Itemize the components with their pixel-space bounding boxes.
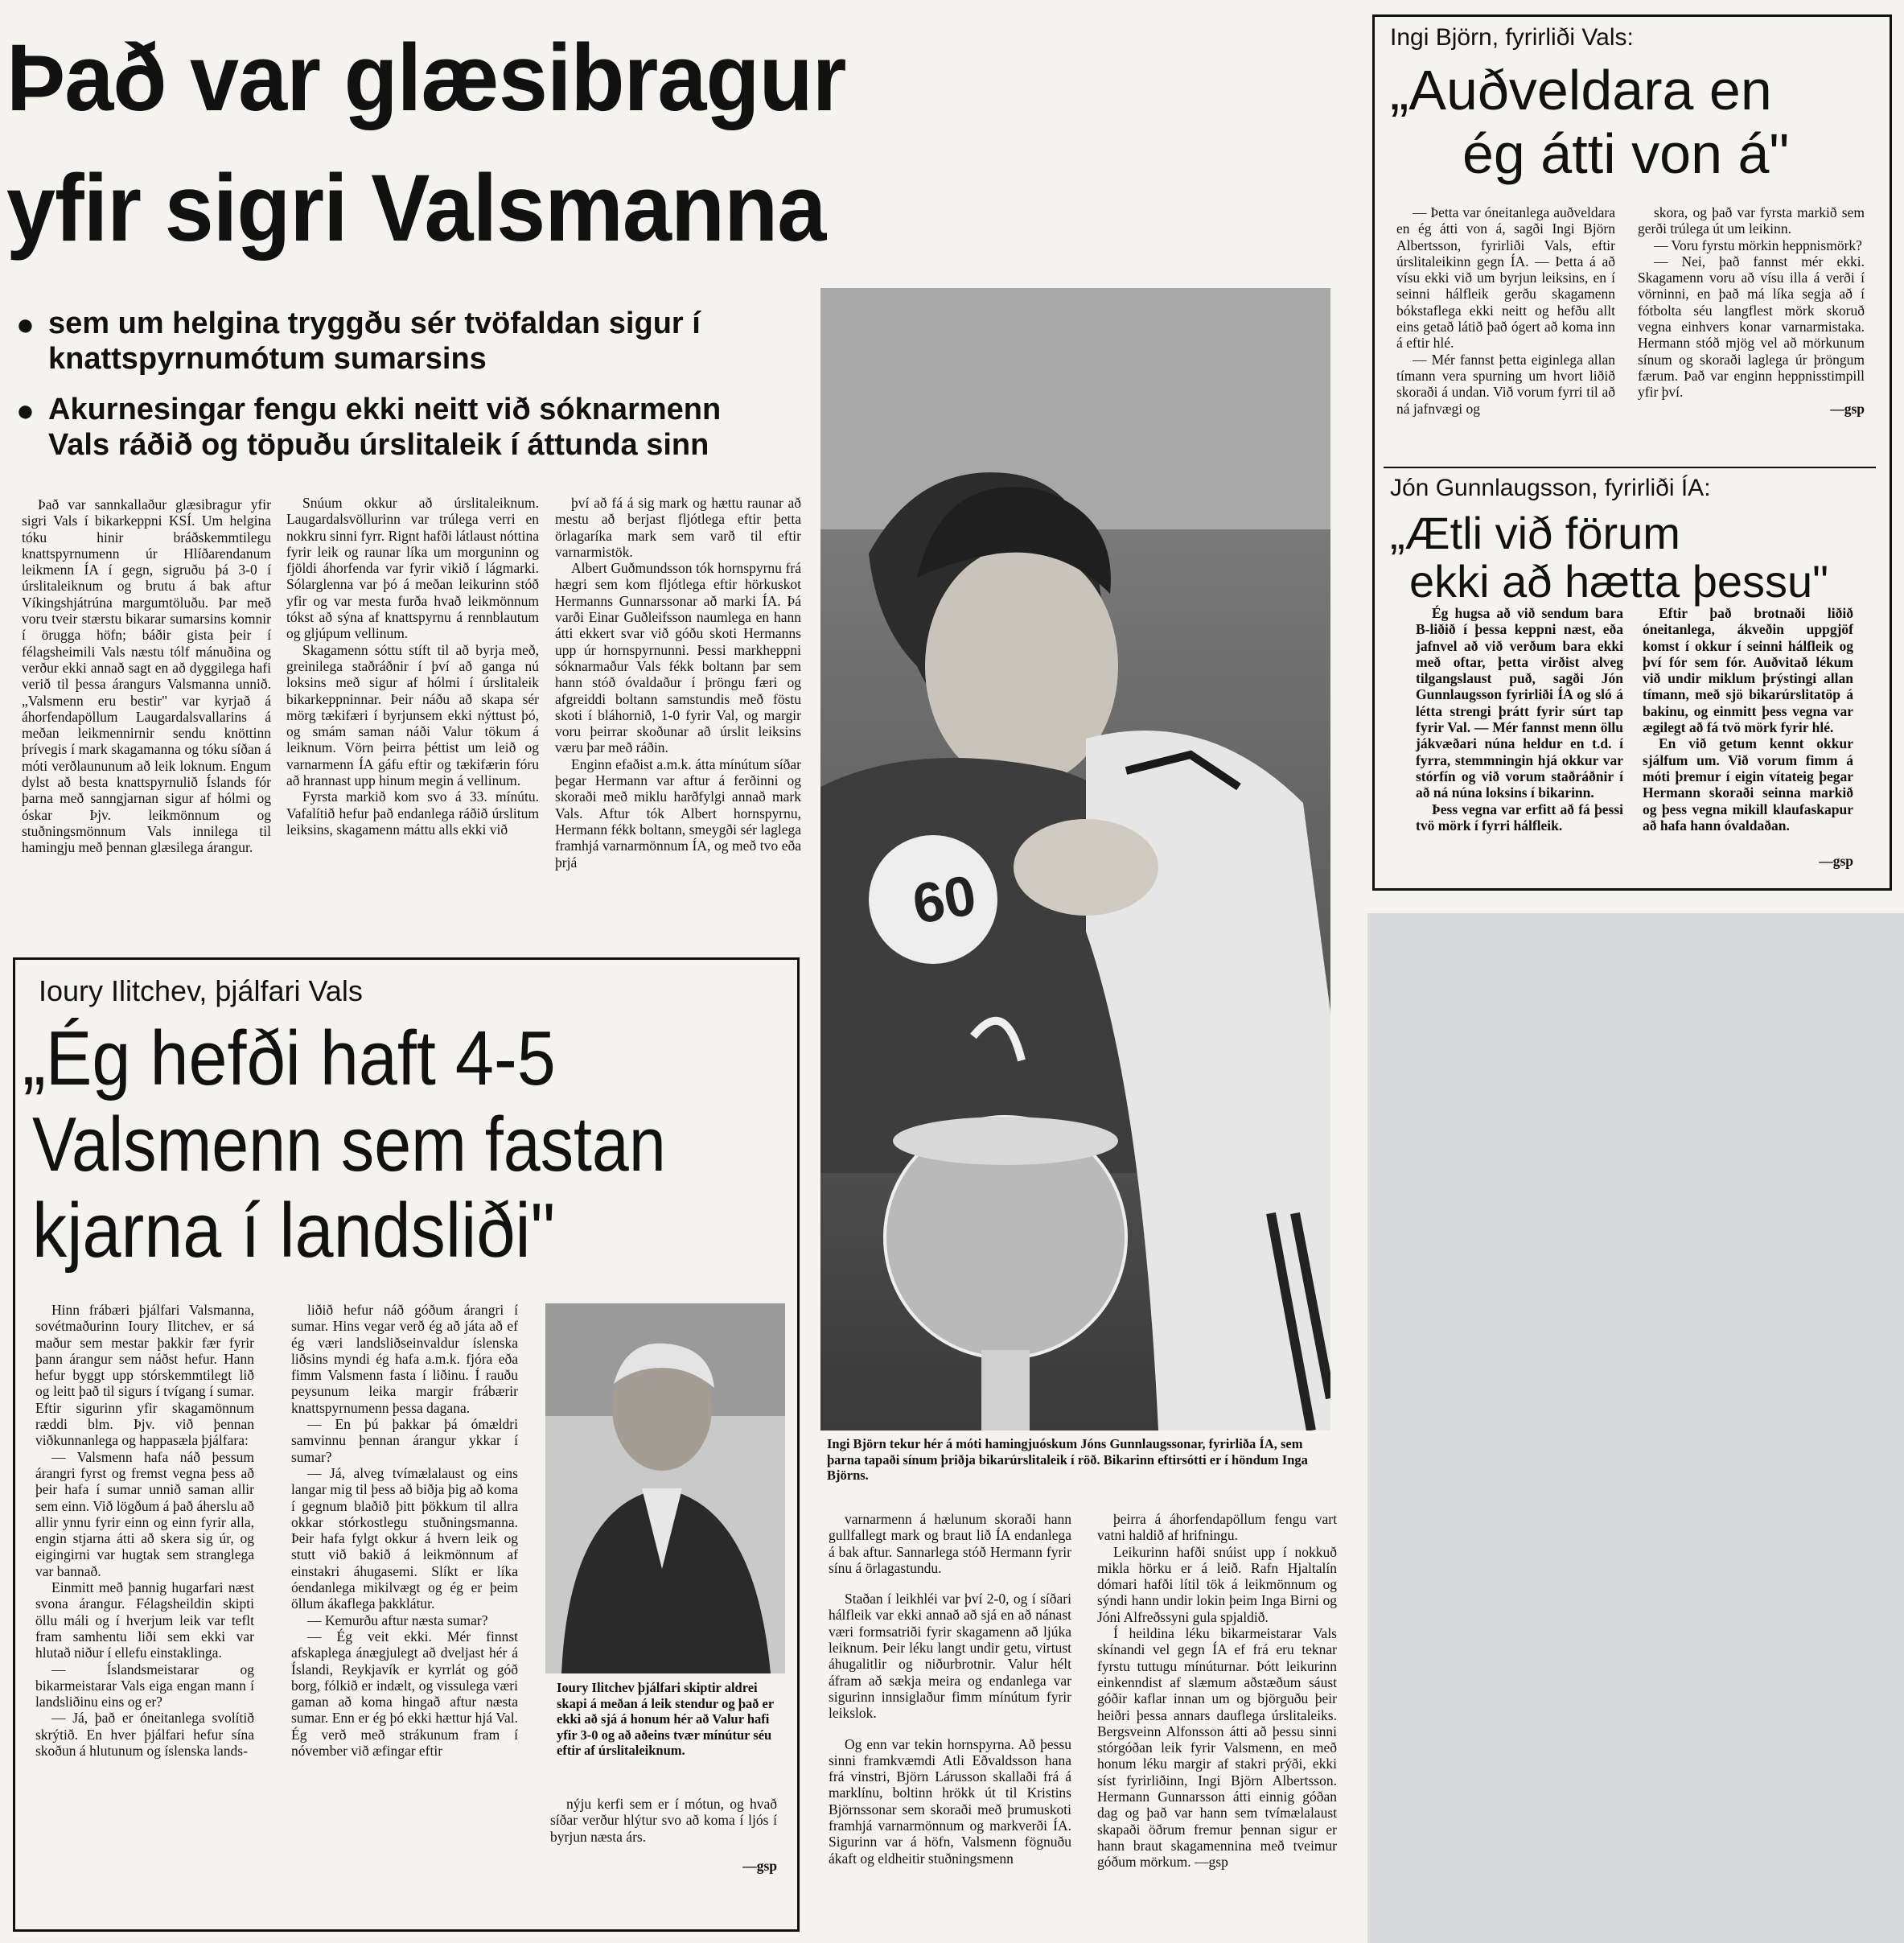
paragraph: Hinn frábæri þjálfari Valsmanna, sovétmaðurinn Ioury Ilitchev, er sá maður sem mestar þakkir fær fyrir þann árangur sem náðst hefur. Hann hefur byggt upp stórskemmtilegt lið og leitt það til sigurs í tvígang í sumar. Eftir sigurinn yfir skagamönnum ræddi blm. Þjv. við þennan viðkunnanlega og happasæla þjálfara:	[35, 1302, 254, 1449]
paragraph: Og enn var tekin hornspyrna. Að þessu sinni framkvæmdi Atli Eðvaldsson hana frá vinstri, Björn Lárusson skallaði frá á marklínu, boltinn hrökk út til Kristins Björnssonar sem skoraði með þrumuskoti framhjá varnarmönnum og markverði ÍA. Sigurinn var á höfn, Valsmenn fögnuðu ákaft og eldheitir stuðningsmenn	[829, 1735, 1071, 1867]
paragraph: Eftir það brotnaði liðið óneitanlega, ákveðin uppgjöf komst í okkur í seinni hálfleik og því fór sem fór. Auðvitað lékum við undir miklum þrýstingi allan tímann, með sjö bikarúrslitatöp á bakinu, og einmitt þess vegna var ægilegt að fá tvö mörk fyrir hlé.	[1643, 605, 1853, 736]
paragraph: — Já, það er óneitanlega svolítið skrýtið. En hver þjálfari hefur sína skoðun á hlutunum og íslenska lands-	[35, 1710, 254, 1760]
bullet-2-line-2: Vals ráðið og töpuðu úrslitaleik í áttunda sinn	[48, 428, 709, 462]
box1-kicker: Ingi Björn, fyrirliði Vals:	[1390, 24, 1634, 51]
paragraph: Albert Guðmundsson tók hornspyrnu frá hægri sem kom fljótlega eftir hörkuskot Hermanns Gunnarssonar að marki ÍA. Þá varði Einar Guðleifsson naumlega en hann átti ekkert svar við góðu skoti Hermanns upp úr hornspyrnunni. Þessi markheppni sóknarmaður Vals fékk boltann þar sem hann stóð óvaldaður í þröngu færi og afgreiddi boltann samstundis með föstu skoti í bláhornið, 1-0 fyrir Val, og margir voru þeirrar skoðunar að úrslit leiksins væru þar með ráðin.	[555, 560, 801, 756]
box3-column-1	[35, 1302, 254, 1759]
lower-column-2	[1097, 1511, 1337, 1871]
box2-column-2	[1643, 605, 1853, 869]
signature: —gsp	[1830, 400, 1865, 417]
paragraph: Í heildina léku bikarmeistarar Vals skínandi vel gegn ÍA ef frá eru teknar fyrstu tuttugu mínúturnar. Þótt leikurinn einkenndist af slæmum aðstæðum sáust góðir kaflar innan um og björguðu þeir heiðri þessa annars dauflega úrslitaleiks. Bergsveinn Alfonsson átti að þessu sinni stórgóðan leik fyrir Valsmenn, en með honum léku margir af stakri prýði, ekki síst fyrirliðinn, Ingi Björn Albertsson. Hermann Gunnarsson átti einnig góðan dag og það var hann sem tvímælalaust skapaði öðrum fremur þennan sigur er hann braut skagamennina með tveimur góðum mörkum. —gsp	[1097, 1625, 1337, 1871]
box2-quote-line-2: ekki að hætta þessu"	[1409, 556, 1829, 607]
main-column-3	[555, 495, 801, 871]
paragraph: varnarmenn á hælunum skoraði hann gullfallegt mark og braut lið ÍA endanlega á bak aftur. Sannarlega stóð Hermann fyrir sínu á örlagastundu.	[829, 1511, 1071, 1576]
coach-photo	[545, 1303, 785, 1673]
main-column-1	[22, 496, 271, 856]
bullet-1	[16, 306, 820, 378]
paragraph: því að fá á sig mark og hættu raunar að mestu að berjast fljótlega eftir þetta örlagaríka mark sem varð til eftir varnarmistök.	[555, 495, 801, 560]
box3-quote-line-1: „Ég hefði haft 4-5	[23, 1015, 556, 1101]
paragraph: — Nei, það fannst mér ekki. Skagamenn voru að vísu illa á verði í vörninni, en það má líka segja að í fótbolta séu langflest mörk skoruð vegna einhvers konar varnarmistaka. Hermann stóð mjög vel að mörkunum sínum og skoraði laglega úr þröngum færum. Það var enginn heppnisstimpill yfir því.	[1638, 253, 1865, 401]
paragraph: Fyrsta markið kom svo á 33. mínútu. Vafalítið hefur það endanlega ráðið úrslitum leiksins, skagamenn máttu alls ekki við	[286, 788, 539, 838]
headline-line-2: yfir sigri Valsmanna	[6, 155, 826, 261]
paragraph: Það var sannkallaður glæsibragur yfir sigri Vals í bikarkeppni KSÍ. Um helgina tóku hinir bráðskemmtilegu knattspyrnumenn úr Hlíðarendanum leikmenn ÍA í gegn, sigruðu þá 3-0 í úrslitaleiknum og brutu á bak aftur Víkingshjátrúna margumtöluðu. Þar með voru tveir stærstu bikarar sumarsins komnir í örugga höfn; báðir gista þeir í félagsheimili Vals næstu tólf mánuðina og verður ekki annað sagt en að dyggilega hafi verið til þessa árangurs Valsmanna unnið. „Valsmenn eru bestir" var kyrjað á áhorfendapöllum Laugardalsvallarins á meðan leikmennirnir sendu knöttinn þrívegis í mark skagamanna og tóku síðan á móti verðlaununum að leik loknum. Engum dylst að besta knattspyrnulið Íslands fór þarna með sanngjarnan sigur af hólmi og óskar Þjv. leikmönnum og stuðningsmönnum Vals innilega til hamingju með þennan glæsilega árangur.	[22, 496, 271, 856]
box2-quote-line-1: „Ætli við förum	[1390, 508, 1680, 558]
paragraph: þeirra á áhorfendapöllum fengu vart vatni haldið af hrifningu.	[1097, 1511, 1337, 1544]
box2-kicker: Jón Gunnlaugsson, fyrirliði ÍA:	[1390, 475, 1711, 501]
bullet-dot-icon: ●	[16, 394, 35, 428]
paragraph: — Valsmenn hafa náð þessum árangri fyrst og fremst vegna þess að þeir hafa í sumar unnið saman allir sem einn. Við lögðum á það áherslu að allir ynnu fyrir einn og einn fyrir alla, engin stjarna átti að skera sig úr, og eigingirni var hugtak sem stranglega var bannað.	[35, 1448, 254, 1579]
main-column-2	[286, 495, 539, 838]
box3-column-3	[550, 1796, 777, 1874]
paragraph: Snúum okkur að úrslitaleiknum. Laugardalsvöllurinn var trúlega verri en nokkru sinni fyrr. Rignt hafði látlaust nóttina fyrir leik og raunar líka um morguninn og fjöldi áhorfenda var fyrir vikið í lágmarki. Sólarglenna var þó á meðan leikurinn stóð yfir og var mesta furða hvað leikmönnum tókst að sýna af knattspyrnu á rennblautum og gljúpum vellinum.	[286, 495, 539, 642]
box3-kicker: Ioury Ilitchev, þjálfari Vals	[39, 974, 363, 1007]
paragraph: — Mér fannst þetta eiginlega allan tímann vera spurning um hvort liðið skoraði á undan. Við vorum fyrri til að ná jafnvægi og	[1396, 351, 1615, 417]
paragraph: — Íslandsmeistarar og bikarmeistarar Vals eiga engan mann í landsliðinu eins og er?	[35, 1661, 254, 1710]
paragraph: nýju kerfi sem er í mótun, og hvað síðar verður hlýtur svo að koma í ljós í byrjun næsta árs.	[550, 1796, 777, 1845]
bullet-1-line-1: sem um helgina tryggðu sér tvöfaldan sigur í	[48, 307, 701, 340]
paragraph: Staðan í leikhléi var því 2-0, og í síðari hálfleik var ekki annað að sjá en að nánast væri formsatriði fyrir skagamenn að ljúka leiknum. Þeir léku langt undir getu, virtust áhugalitlir og niðurbrotnir. Valur hélt áfram að sækja meira og endanlega var sigurinn innsiglaður fimm mínútum fyrir leikslok.	[829, 1591, 1071, 1722]
paragraph: — En þú þakkar þá ómældri samvinnu þennan árangur ykkar í sumar?	[291, 1416, 518, 1465]
paragraph: — Voru fyrstu mörkin heppnismörk?	[1654, 237, 1862, 253]
paragraph: Ég hugsa að við sendum bara B-liðið í þessa keppni næst, eða jafnvel að við verðum bara ekki með oftar, þetta virðist alveg tilgangslaust puð, sagði Jón Gunnlaugsson fyrirliði ÍA og sló á létta strengi þrátt fyrir súrt tap fyrir Val. — Mér fannst menn öllu jákvæðari núna heldur en t.d. í fyrra, stemmningin hjá okkur var stórfín og við vorum staðráðnir í að ná núna loksins í bikarinn.	[1416, 605, 1623, 801]
paragraph: Enginn efaðist a.m.k. átta mínútum síðar þegar Hermann var aftur á ferðinni og skoraði með miklu harðfylgi annað mark Vals. Aftur tók Albert hornspyrnu, Hermann fékk boltann, smeygði sér laglega framhjá varnarmönnum ÍA, og með tvo eða þrjá	[555, 755, 801, 871]
bullet-dot-icon: ●	[16, 308, 35, 342]
paragraph: skora, og það var fyrsta markið sem gerði trúlega út um leikinn.	[1638, 204, 1865, 237]
bullet-1-line-2: knattspyrnumótum sumarsins	[48, 342, 487, 376]
paragraph: En við getum kennt okkur sjálfum um. Við vorum fimm á móti þremur í eigin vítateig þegar Hermann skoraði seinna markið og þess vegna mikill klaufaskapur að hafa hann óvaldaðan.	[1643, 735, 1853, 834]
paragraph: — Ég veit ekki. Mér finnst afskaplega ánægjulegt að dveljast hér á Íslandi, Reykjavík er kyrrlát og góð borg, fólkið er indælt, og vissulega væri gaman að koma hingað aftur næsta sumar. Enn er ég þó ekki hættur hjá Val. Ég verð með strákunum fram í nóvember við æfingar eftir	[291, 1628, 518, 1760]
bullet-2-line-1: Akurnesingar fengu ekki neitt við sóknarmenn	[48, 393, 722, 426]
paragraph: Skagamenn sóttu stíft til að byrja með, greinilega staðráðnir í því að ganga nú loksins með sigur af hólmi í úrslitaleik bikarkeppninnar. Þeir náðu að skapa sér mörg tækifæri í byrjunsem ekki nýttust þó, og smám saman náði Valur tökum á leiknum. Vörn þeirra þéttist um leið og varnarmenn ÍA gáfu eftir og tækifærin fóru að hrannast upp hinum megin á vellinum.	[286, 641, 539, 789]
headline-line-1: Það var glæsibragur	[6, 25, 846, 131]
paragraph: — Kemurðu aftur næsta sumar?	[307, 1612, 488, 1628]
photo-illustration	[820, 288, 1330, 1430]
box1-quote-line-2: ég átti von á"	[1462, 122, 1790, 185]
box3-quote-line-3: kjarna í landsliði"	[32, 1188, 556, 1274]
divider	[1384, 467, 1876, 468]
paragraph: — Þetta var óneitanlega auðveldara en ég átti von á, sagði Ingi Björn Albertsson, fyrirliði Vals, eftir úrslitaleikinn gegn ÍA. — Þetta á að vísu ekki við um byrjun leiksins, en í seinni hálfleik gerðu skagamenn bókstaflega ekki neitt og hefðu allt eins getað látið það ógert að koma inn á eftir hlé.	[1396, 204, 1615, 352]
box1-quote-line-1: „Auðveldara en	[1390, 59, 1772, 121]
jersey-number: 60	[907, 862, 981, 937]
box3-quote-line-2: Valsmenn sem fastan	[32, 1101, 666, 1188]
box3-column-2	[291, 1302, 518, 1759]
paragraph: Einmitt með þannig hugarfari næst svona árangur. Félagsheildin skipti öllu máli og í hverjum leik var teflt fram samhentu liði sem ekki var hlutað niður í ellefu einstaklinga.	[35, 1579, 254, 1661]
paragraph: Leikurinn hafði snúist upp í nokkuð mikla hörku er á leið. Rafn Hjaltalín dómari hafði lítil tök á leikmönnum og sýndi hann undir lokin þeim Inga Birni og Jóni Alfreðssyni gula spjaldið.	[1097, 1543, 1337, 1625]
box2-column-1	[1416, 605, 1623, 834]
trophy-celebration-photo	[820, 288, 1330, 1430]
signature: —gsp	[1819, 853, 1853, 870]
coach-illustration	[545, 1303, 785, 1673]
paragraph: liðið hefur náð góðum árangri í sumar. Hins vegar verð ég að játa að ef ég væri landsliðseinvaldur íslenska liðsins myndi ég hafa a.m.k. fjóra eða fimm Valsmenn fasta í liðinu. Í rauðu peysunum leika margir frábærir knattspyrnumenn þessa dagana.	[291, 1302, 518, 1416]
photo-caption: Ingi Björn tekur hér á móti hamingjuóskum Jóns Gunnlaugssonar, fyrirliða ÍA, sem þarna tapaði sínum þriðja bikarúrslitaleik í röð. Bikarinn eftirsótti er í höndum Inga Björns.	[827, 1436, 1308, 1483]
paragraph: — Já, alveg tvímælalaust og eins langar mig til þess að biðja þig að koma í gegnum blaðið þitt þökkum til allra okkar stórkostlegu stuðningsmanna. Þeir hafa fylgt okkur á hvern leik og stutt við bakið á leikmönnum af einstakri áhugasemi. Slíkt er líka óendanlega mikilvægt og ég er þeim öllum ákaflega þakklátur.	[291, 1464, 518, 1612]
coach-photo-caption: Ioury Ilitchev þjálfari skiptir aldrei skapi á meðan á leik stendur og það er ekki að sjá á honum hér að Valur hafi yfir 3-0 og að aðeins tvær mínútur séu eftir af úrslitaleiknum.	[557, 1680, 774, 1758]
signature: —gsp	[742, 1857, 777, 1874]
bullet-2	[16, 392, 820, 464]
paragraph: Þess vegna var erfitt að fá þessi tvö mörk í fyrri hálfleik.	[1416, 801, 1623, 834]
box1-column-2	[1638, 204, 1865, 417]
box1-column-1	[1396, 204, 1615, 417]
lower-column-1	[829, 1511, 1071, 1867]
